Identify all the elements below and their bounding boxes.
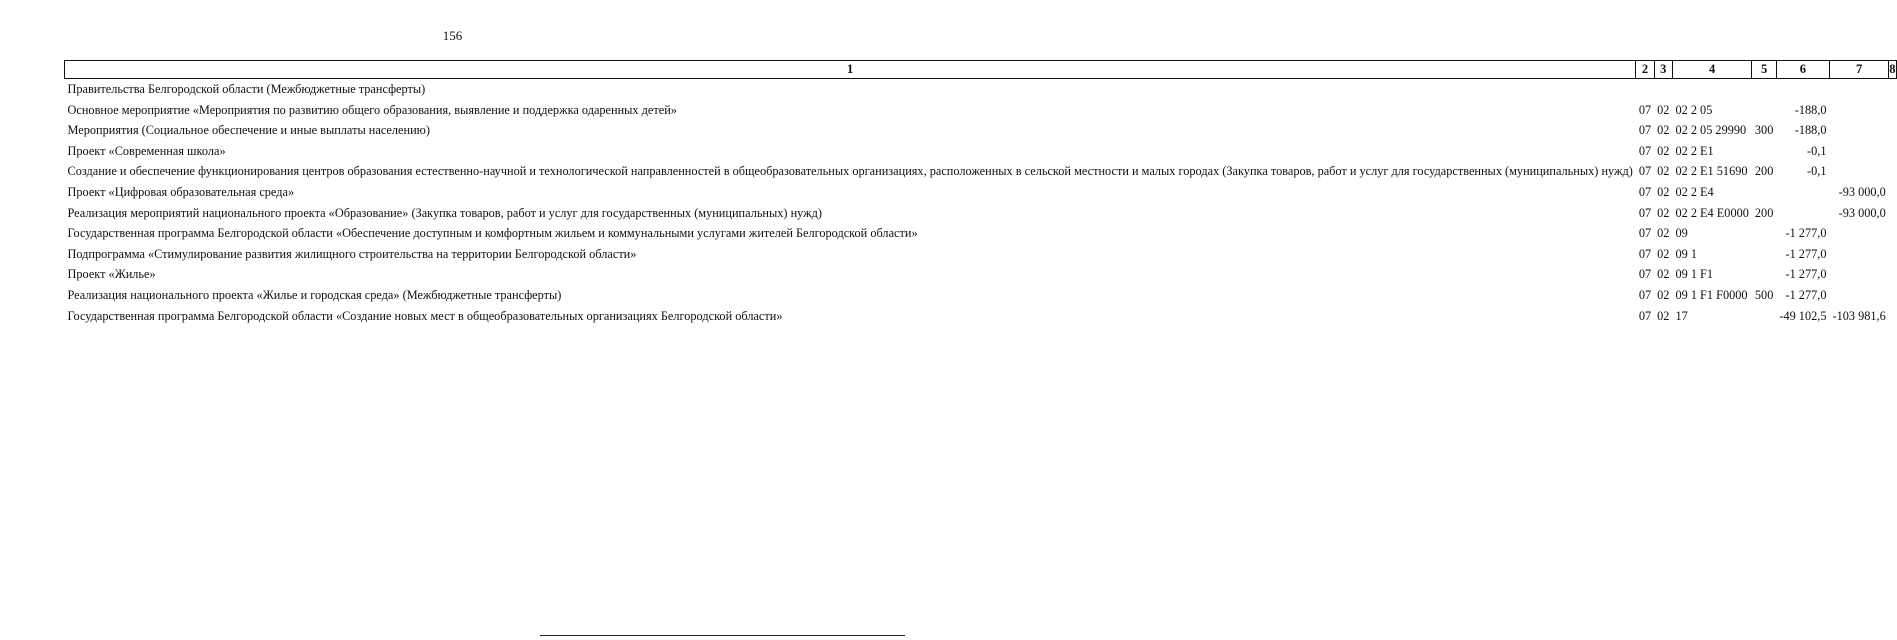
row-subsection-cell: [1654, 79, 1672, 100]
row-subsection-cell: 02: [1657, 102, 1670, 117]
row-amount-col6-cell: [1776, 79, 1829, 100]
row-amount-col8-cell: [1889, 120, 1896, 141]
col-header-1: 1: [65, 61, 1636, 79]
table-row: [65, 223, 1897, 244]
row-subsection-cell: 02: [1657, 246, 1670, 261]
row-target-code-cell: 02 2 E4: [1675, 184, 1714, 199]
row-amount-col6-cell: -188,0: [1794, 102, 1827, 117]
row-name-cell: Проект «Современная школа»: [67, 143, 226, 158]
row-expense-type-cell: [1752, 100, 1776, 121]
row-section-cell: 07: [1638, 308, 1652, 323]
row-amount-col7-cell: -103 981,6: [1832, 308, 1886, 323]
row-name-cell: Государственная программа Белгородской области «Создание новых мест в общеобразовательных организациях Белгородской области»: [67, 308, 783, 323]
row-amount-col7-cell: [1829, 223, 1888, 244]
row-target-code-cell: 02 2 05 29990: [1675, 123, 1747, 138]
row-subsection-cell: 02: [1657, 123, 1670, 138]
table-row: [65, 244, 1897, 265]
row-name-cell: Проект «Жилье»: [67, 267, 156, 282]
row-amount-col8-cell: [1889, 100, 1896, 121]
row-amount-col6-cell: -49 102,5: [1779, 308, 1827, 323]
row-expense-type-cell: 500: [1754, 287, 1774, 302]
row-amount-col7-cell: [1829, 264, 1888, 285]
row-amount-col6-cell: -188,0: [1794, 123, 1827, 138]
row-section-cell: 07: [1638, 102, 1652, 117]
table-row: [65, 306, 1897, 327]
table-row: [65, 285, 1897, 306]
row-name-cell: Создание и обеспечение функционирования центров образования естественно-научной и технологической направленностей в общеобразовательных организациях, расположенных в сельской местности и малых городах (Закупка товаров, работ и услуг для государственных (муниципальных) нужд): [67, 164, 1633, 179]
row-expense-type-cell: [1752, 223, 1776, 244]
row-subsection-cell: 02: [1657, 164, 1670, 179]
row-section-cell: 07: [1638, 205, 1652, 220]
table-row: [65, 264, 1897, 285]
table-row: [65, 120, 1897, 141]
row-target-code-cell: 09 1 F1: [1675, 267, 1714, 282]
col-header-5: 5: [1752, 61, 1776, 79]
row-section-cell: 07: [1638, 226, 1652, 241]
row-amount-col8-cell: [1889, 244, 1896, 265]
row-name-cell: Проект «Цифровая образовательная среда»: [67, 184, 295, 199]
row-amount-col6-cell: -1 277,0: [1785, 287, 1827, 302]
col-header-7: 7: [1829, 61, 1888, 79]
row-amount-col7-cell: -93 000,0: [1838, 205, 1886, 220]
page-number: 156: [442, 28, 463, 43]
row-subsection-cell: 02: [1657, 267, 1670, 282]
row-name-cell: Основное мероприятие «Мероприятия по развитию общего образования, выявление и поддержка одаренных детей»: [67, 102, 677, 117]
row-expense-type-cell: [1752, 182, 1776, 203]
row-amount-col6-cell: -1 277,0: [1785, 246, 1827, 261]
row-amount-col7-cell: -93 000,0: [1838, 184, 1886, 199]
col-header-2: 2: [1636, 61, 1654, 79]
row-subsection-cell: 02: [1657, 308, 1670, 323]
row-section-cell: 07: [1638, 287, 1652, 302]
row-amount-col7-cell: [1829, 161, 1888, 182]
row-section-cell: 07: [1638, 164, 1652, 179]
row-subsection-cell: 02: [1657, 143, 1670, 158]
row-name-cell: Мероприятия (Социальное обеспечение и иные выплаты населению): [67, 123, 430, 138]
row-amount-col7-cell: [1829, 79, 1888, 100]
row-amount-col8-cell: [1889, 141, 1896, 162]
row-expense-type-cell: [1752, 306, 1776, 327]
col-header-8: 8: [1889, 61, 1896, 79]
row-amount-col7-cell: [1829, 120, 1888, 141]
row-subsection-cell: 02: [1657, 184, 1670, 199]
table-row: [65, 182, 1897, 203]
footer-rule: [540, 635, 905, 636]
row-amount-col6-cell: [1776, 182, 1829, 203]
row-name-cell: Реализация мероприятий национального проекта «Образование» (Закупка товаров, работ и услуг для государственных (муниципальных) нужд): [67, 205, 823, 220]
row-section-cell: [1636, 79, 1654, 100]
row-amount-col7-cell: [1829, 100, 1888, 121]
table-row: [65, 100, 1897, 121]
col-header-4: 4: [1672, 61, 1751, 79]
row-target-code-cell: 09: [1675, 226, 1688, 241]
row-amount-col6-cell: [1776, 203, 1829, 224]
row-expense-type-cell: [1752, 141, 1776, 162]
table-row: [65, 141, 1897, 162]
row-expense-type-cell: 300: [1754, 123, 1774, 138]
row-section-cell: 07: [1638, 143, 1652, 158]
row-target-code-cell: 02 2 E1 51690: [1675, 164, 1748, 179]
row-expense-type-cell: 200: [1754, 205, 1774, 220]
table-header-row: [65, 61, 1897, 79]
col-header-6: 6: [1776, 61, 1829, 79]
row-expense-type-cell: [1752, 264, 1776, 285]
row-target-code-cell: [1672, 79, 1751, 100]
row-amount-col8-cell: [1889, 161, 1896, 182]
row-target-code-cell: 09 1 F1 F0000: [1675, 287, 1748, 302]
row-amount-col7-cell: [1829, 141, 1888, 162]
row-amount-col8-cell: [1889, 203, 1896, 224]
budget-table: [64, 60, 1897, 326]
table-row: [65, 79, 1897, 100]
table-row: [65, 161, 1897, 182]
row-amount-col6-cell: -1 277,0: [1785, 226, 1827, 241]
row-name-cell: Правительства Белгородской области (Межбюджетные трансферты): [67, 82, 426, 96]
row-subsection-cell: 02: [1657, 205, 1670, 220]
row-amount-col8-cell: [1889, 182, 1896, 203]
row-name-cell: Реализация национального проекта «Жилье и городская среда» (Межбюджетные трансферты): [67, 287, 562, 302]
row-amount-col8-cell: [1889, 223, 1896, 244]
row-target-code-cell: 02 2 E1: [1675, 143, 1714, 158]
row-name-cell: Государственная программа Белгородской области «Обеспечение доступным и комфортным жильем и коммунальными услугами жителей Белгородской области»: [67, 226, 918, 241]
row-section-cell: 07: [1638, 184, 1652, 199]
row-target-code-cell: 17: [1675, 308, 1688, 323]
row-expense-type-cell: [1752, 244, 1776, 265]
table-row: [65, 203, 1897, 224]
row-target-code-cell: 02 2 E4 E0000: [1675, 205, 1749, 220]
row-subsection-cell: 02: [1657, 226, 1670, 241]
row-subsection-cell: 02: [1657, 287, 1670, 302]
row-target-code-cell: 02 2 05: [1675, 102, 1713, 117]
col-header-3: 3: [1654, 61, 1672, 79]
row-amount-col7-cell: [1829, 244, 1888, 265]
row-section-cell: 07: [1638, 246, 1652, 261]
row-amount-col6-cell: -0,1: [1807, 164, 1827, 179]
row-section-cell: 07: [1638, 123, 1652, 138]
row-target-code-cell: 09 1: [1675, 246, 1697, 261]
row-expense-type-cell: [1752, 79, 1776, 100]
row-amount-col8-cell: [1889, 306, 1896, 327]
row-section-cell: 07: [1638, 267, 1652, 282]
row-amount-col8-cell: [1889, 264, 1896, 285]
row-amount-col6-cell: -1 277,0: [1785, 267, 1827, 282]
row-amount-col8-cell: [1889, 285, 1896, 306]
row-amount-col6-cell: -0,1: [1807, 143, 1827, 158]
row-amount-col8-cell: [1889, 79, 1896, 100]
row-name-cell: Подпрограмма «Стимулирование развития жилищного строительства на территории Белгородской области»: [67, 246, 637, 261]
row-expense-type-cell: 200: [1754, 164, 1774, 179]
row-amount-col7-cell: [1829, 285, 1888, 306]
